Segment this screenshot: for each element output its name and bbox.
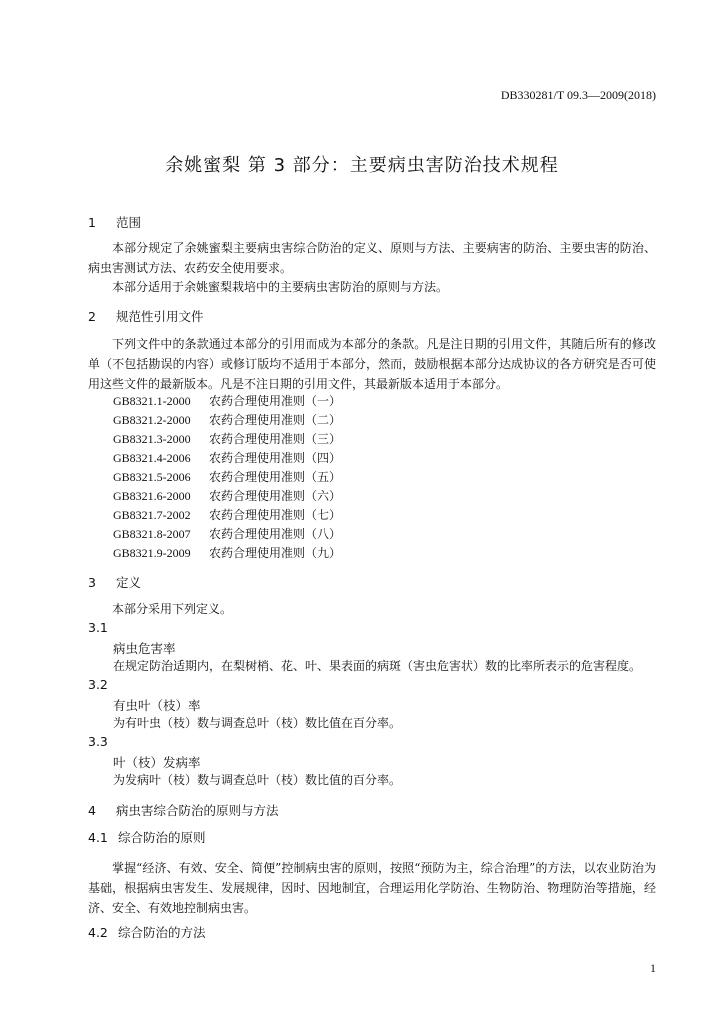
section-3-heading [88,573,141,591]
section-4-paragraph-1: 掌握“经济、有效、安全、简便”控制病虫害的原则，按照“预防为主，综合治理”的方法，以农业防治为基础，根据病虫害发生、发展规律，因时、因地制宜，合理运用化学防治、生物防治、物理防治等措施，经济、安全、有效地控制病虫害。 [88,861,656,915]
reference-item [113,525,341,542]
reference-item [113,468,341,485]
subsection-4-2-heading [88,923,206,941]
section-4-title: 病虫害综合防治的原则与方法 [116,803,279,818]
reference-title: 农药合理使用准则（九） [209,546,342,560]
definition-number: 3.3 [88,734,108,749]
section-2-heading [88,307,204,325]
reference-item [113,544,341,561]
reference-item [113,411,341,428]
definition-term: 叶（枝）发病率 [113,755,201,770]
subsection-4-1-heading [88,828,206,846]
section-3-number: 3 [88,575,96,590]
section-1-paragraph-1: 本部分规定了余姚蜜梨主要病虫害综合防治的定义、原则与方法、主要病害的防治、主要虫害的防治、病虫害测试方法、农药安全使用要求。 [88,241,656,275]
subsection-4-2-number: 4.2 [88,925,108,940]
section-4-heading [88,801,279,819]
section-4-number: 4 [88,803,96,818]
subsection-4-1-title: 综合防治的原则 [118,830,206,845]
section-1-heading [88,213,141,231]
reference-title: 农药合理使用准则（七） [209,508,342,522]
definition-text: 为有叶虫（枝）数与调查总叶（枝）数比值在百分率。 [113,716,402,730]
definition-text: 为发病叶（枝）数与调查总叶（枝）数比值的百分率。 [113,773,402,787]
reference-item [113,392,341,409]
reference-item [113,449,341,466]
reference-title: 农药合理使用准则（五） [209,470,342,484]
page-number: 1 [650,961,656,975]
reference-code: GB8321.7-2002 [113,508,191,522]
section-2-title: 规范性引用文件 [116,309,204,324]
definition-number: 3.2 [88,677,108,692]
definition-term: 有虫叶（枝）率 [113,698,201,713]
reference-code: GB8321.6-2000 [113,489,191,503]
section-1-number: 1 [88,215,96,230]
document-title: 余姚蜜梨 第 3 部分：主要病虫害防治技术规程 [165,155,559,176]
subsection-4-1-number: 4.1 [88,830,108,845]
reference-item [113,430,341,447]
section-1-title: 范围 [116,215,142,230]
section-1-paragraph-2: 本部分适用于余姚蜜梨栽培中的主要病虫害防治的原则与方法。 [112,280,449,294]
section-3-title: 定义 [116,575,142,590]
section-3-intro: 本部分采用下列定义。 [112,602,233,616]
reference-code: GB8321.5-2006 [113,470,191,484]
section-2-paragraph-1: 下列文件中的条款通过本部分的引用而成为本部分的条款。凡是注日期的引用文件，其随后所有的修改单（不包括勘误的内容）或修订版均不适用于本部分，然而，鼓励根据本部分达成协议的各方研究是否可使用这些文件的最新版本。凡是不注日期的引用文件，其最新版本适用于本部分。 [88,337,656,391]
section-2-number: 2 [88,309,96,324]
document-code: DB330281/T 09.3—2009(2018) [500,88,656,102]
reference-code: GB8321.8-2007 [113,527,191,541]
definition-term: 病虫危害率 [113,641,176,656]
reference-code: GB8321.1-2000 [113,394,191,408]
reference-code: GB8321.3-2000 [113,432,191,446]
reference-title: 农药合理使用准则（三） [209,432,342,446]
definition-text: 在规定防治适期内，在梨树梢、花、叶、果表面的病斑（害虫危害状）数的比率所表示的危害程度。 [113,659,642,673]
reference-item [113,487,341,504]
subsection-4-2-title: 综合防治的方法 [118,925,206,940]
reference-item [113,506,341,523]
reference-title: 农药合理使用准则（四） [209,451,342,465]
reference-title: 农药合理使用准则（二） [209,413,342,427]
reference-code: GB8321.4-2006 [113,451,191,465]
reference-title: 农药合理使用准则（一） [209,394,342,408]
reference-title: 农药合理使用准则（八） [209,527,342,541]
reference-title: 农药合理使用准则（六） [209,489,342,503]
definition-number: 3.1 [88,620,108,635]
reference-code: GB8321.2-2000 [113,413,191,427]
reference-code: GB8321.9-2009 [113,546,191,560]
